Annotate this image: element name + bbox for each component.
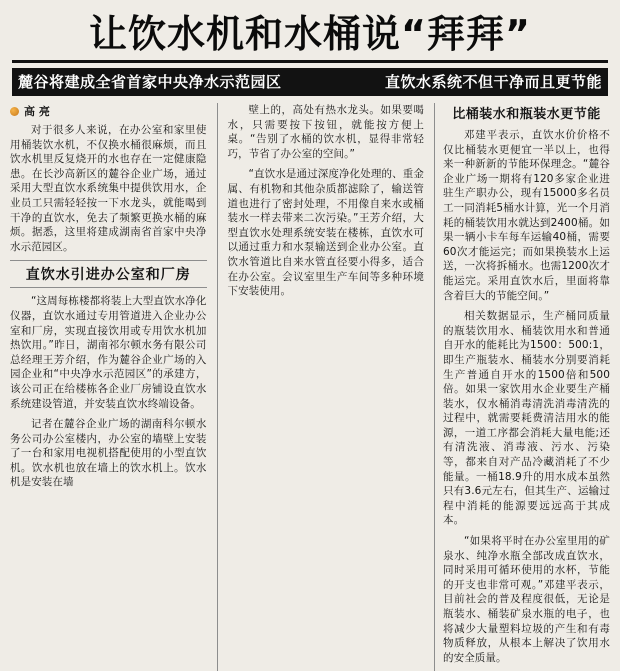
mid-paragraph-2: 记者在麓谷企业广场的湖南科尔顿水务公司办公室楼内，办公室的墙壁上安装了一台和家用电视机搭配使用的小型直饮机。饮水机也放在墙上的饮水机上。饮水机是安装在墙: [10, 418, 207, 489]
right-paragraph-2: “直饮水是通过深度净化处理的、重金属、有机物和其他杂质都滤除了，输送管道也进行了密封处理，不用像自来水或桶装水一样去带来二次污染。”王芳介绍，大型直饮水处理系统安装在楼栋，直饮水可以通过重力和水泵输送到企业办公室。直饮水管道比自来水管直径要小得多，适合在办公室。会议室里生产车间等多种环境下安装使用。: [227, 168, 424, 298]
subhead-right: 直饮水系统不但干净而且更节能: [384, 73, 602, 91]
headline-rule: [12, 60, 608, 63]
section-heading-wrap: [10, 260, 207, 288]
column-divider: [217, 103, 218, 671]
sidebar-paragraph-2: 相关数据显示，生产桶同质量的瓶装饮用水、桶装饮用水和普通自开水的能耗比为1500：500:1，即生产瓶装水、桶装水分别要消耗生产普通自开水的1500倍和500倍。如果一家饮用水企业要生产桶装水，仅水桶消毒清洗消毒清洗的过程中，就需要耗费清洁用水的能源，一道工序都会消耗大量电能;还有清洗液、消毒液、污水、污染等，都来自对产品冷藏消耗了不少能量。一桶18.9升的用水成本虽然只有3.6元左右，但其生产、运输过程中消耗的能源要远远高于其成本。: [443, 310, 610, 527]
subhead-bar: [12, 68, 608, 96]
section-heading: 直饮水引进办公室和厂房: [25, 267, 191, 284]
column-left: [10, 103, 207, 671]
sidebar-paragraph-1: 邓建平表示，直饮水价价格不仅比桶装水更便宜一半以上，也得来一种新新的节能环保理念。“麓谷企业广场一期将有120多家企业进驻生产职办公，现有15000多名员工一同消耗5桶水计算，光一个月消耗的桶装饮用水就达到2400桶。如果一辆小卡车每车运输40桶，需要60次才能运完；而如果换装水上运送，一次将拆桶水。也需1200次才能运完。采用直饮水后，里面将靠含着巨大的节能空间。”: [443, 129, 610, 302]
sidebar-paragraph-3: “如果将平时在办公室里用的矿泉水、纯净水瓶全部改成直饮水，同时采用可循环使用的水杯，节能的开支也非常可观。”邓建平表示，目前社会的普及程度很低，无论是瓶装水、桶装矿泉水瓶的电子，也将减少大量塑料垃圾的产生和有毒物质释放，从根本上解决了饮用水的安全质量。: [443, 535, 610, 664]
mid-paragraph-1: “这周每栋楼都将装上大型直饮水净化仪器，直饮水通过专用管道进入企业办公室和厂房，实现直接饮用或专用饮水机加热饮用。”昨日，湖南祁尔顿水务有限公司总经理王芳介绍，作为麓谷企业广场的入园企业和“中央净水示范园区”的承建方，该公司正在给楼栋各企业厂房铺设直饮水系统建设管道，并安装直饮水终端设备。: [10, 295, 207, 410]
right-paragraph-1: 壁上的，高处有热水龙头。如果要喝水，只需要按下按钮，就能按方便上桌。“告别了水桶的饮水机，显得非常轻巧，节省了办公室的空间。”: [227, 104, 424, 160]
sidebar-column: [434, 103, 610, 671]
sidebar-title: 比桶装水和瓶装水更节能: [452, 107, 601, 122]
article-body: [10, 103, 610, 671]
main-columns: [10, 103, 424, 671]
subhead-left: 麓谷将建成全省首家中央净水示范园区: [18, 73, 282, 91]
byline: [10, 103, 207, 119]
column-middle: [228, 103, 425, 671]
bullet-icon: [10, 107, 19, 116]
lead-paragraph: 对于很多人来说，在办公室和家里使用桶装饮水机，不仅换水桶很麻烦，而且饮水机里反复烧开的水也存在一定健康隐患。在长沙高新区的麓谷企业广场，通过采用大型直饮水系统集中提供饮用水，企业员工只需轻轻按一下水龙头，就能喝到干净的直饮水，免去了频繁更换水桶的麻烦。据悉，这里将建成湖南省首家中央净水示范园区。: [10, 124, 207, 253]
page-headline: 让饮水机和水桶说“拜拜”: [89, 12, 531, 56]
byline-label: 高 亮: [24, 105, 50, 118]
